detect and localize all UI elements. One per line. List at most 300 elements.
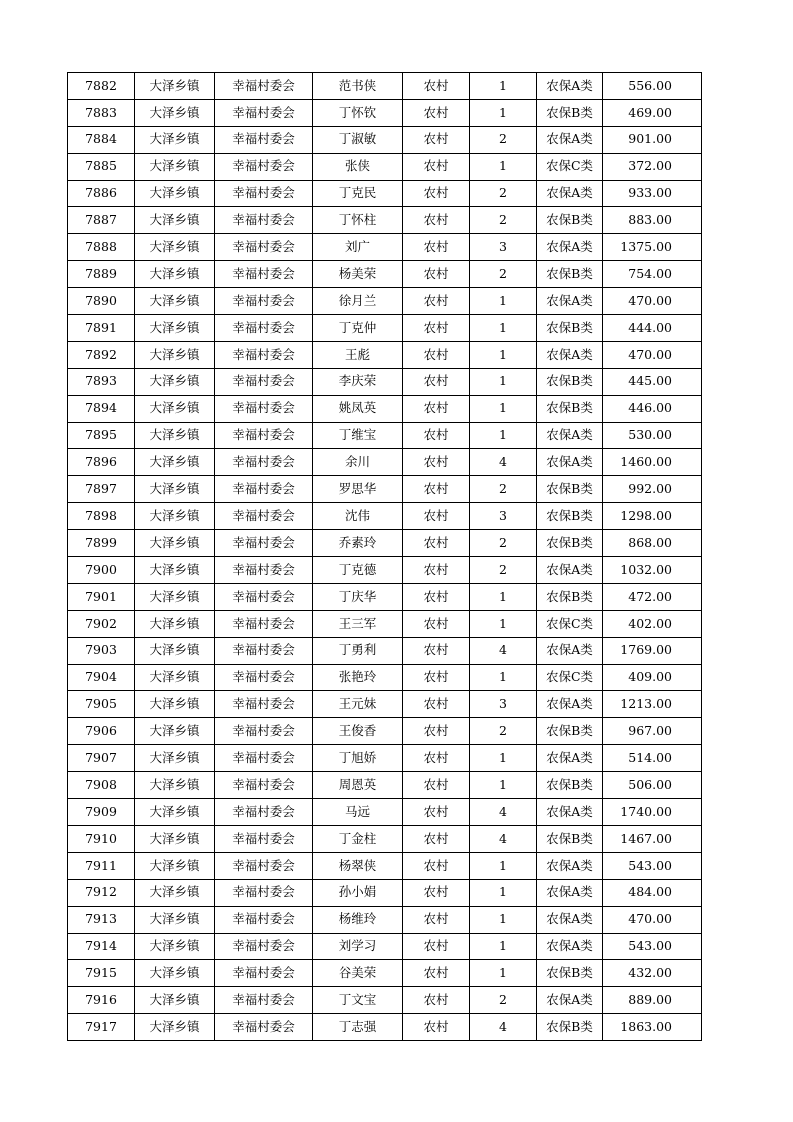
insurance-category-cell: 农保B类 bbox=[537, 503, 603, 530]
village-committee-cell: 幸福村委会 bbox=[215, 610, 313, 637]
village-committee-cell: 幸福村委会 bbox=[215, 261, 313, 288]
town-cell: 大泽乡镇 bbox=[135, 153, 215, 180]
amount-cell: 543.00 bbox=[603, 852, 702, 879]
table-row bbox=[68, 207, 702, 234]
table-row bbox=[68, 745, 702, 772]
amount-cell: 469.00 bbox=[603, 99, 702, 126]
insurance-category-cell: 农保C类 bbox=[537, 153, 603, 180]
town-cell: 大泽乡镇 bbox=[135, 395, 215, 422]
name-cell: 姚凤英 bbox=[313, 395, 403, 422]
area-type-cell: 农村 bbox=[403, 126, 470, 153]
household-count-cell: 1 bbox=[470, 933, 537, 960]
name-cell: 张侠 bbox=[313, 153, 403, 180]
area-type-cell: 农村 bbox=[403, 368, 470, 395]
row-number-cell: 7899 bbox=[68, 530, 135, 557]
amount-cell: 868.00 bbox=[603, 530, 702, 557]
area-type-cell: 农村 bbox=[403, 718, 470, 745]
insurance-category-cell: 农保A类 bbox=[537, 557, 603, 584]
name-cell: 孙小娟 bbox=[313, 879, 403, 906]
village-committee-cell: 幸福村委会 bbox=[215, 530, 313, 557]
name-cell: 丁勇利 bbox=[313, 637, 403, 664]
row-number-cell: 7896 bbox=[68, 449, 135, 476]
area-type-cell: 农村 bbox=[403, 583, 470, 610]
insurance-category-cell: 农保B类 bbox=[537, 583, 603, 610]
town-cell: 大泽乡镇 bbox=[135, 583, 215, 610]
name-cell: 杨翠侠 bbox=[313, 852, 403, 879]
row-number-cell: 7909 bbox=[68, 799, 135, 826]
name-cell: 丁克德 bbox=[313, 557, 403, 584]
household-count-cell: 1 bbox=[470, 395, 537, 422]
row-number-cell: 7904 bbox=[68, 664, 135, 691]
amount-cell: 1032.00 bbox=[603, 557, 702, 584]
household-count-cell: 1 bbox=[470, 610, 537, 637]
area-type-cell: 农村 bbox=[403, 261, 470, 288]
insurance-category-cell: 农保C类 bbox=[537, 664, 603, 691]
town-cell: 大泽乡镇 bbox=[135, 422, 215, 449]
town-cell: 大泽乡镇 bbox=[135, 99, 215, 126]
name-cell: 徐月兰 bbox=[313, 288, 403, 315]
row-number-cell: 7902 bbox=[68, 610, 135, 637]
insurance-category-cell: 农保A类 bbox=[537, 745, 603, 772]
village-committee-cell: 幸福村委会 bbox=[215, 772, 313, 799]
household-count-cell: 1 bbox=[470, 583, 537, 610]
village-committee-cell: 幸福村委会 bbox=[215, 153, 313, 180]
table-row bbox=[68, 583, 702, 610]
town-cell: 大泽乡镇 bbox=[135, 180, 215, 207]
row-number-cell: 7903 bbox=[68, 637, 135, 664]
area-type-cell: 农村 bbox=[403, 664, 470, 691]
household-count-cell: 1 bbox=[470, 315, 537, 342]
household-count-cell: 4 bbox=[470, 449, 537, 476]
household-count-cell: 1 bbox=[470, 906, 537, 933]
area-type-cell: 农村 bbox=[403, 73, 470, 100]
insurance-category-cell: 农保B类 bbox=[537, 395, 603, 422]
household-count-cell: 2 bbox=[470, 180, 537, 207]
row-number-cell: 7905 bbox=[68, 691, 135, 718]
table-row bbox=[68, 73, 702, 100]
village-committee-cell: 幸福村委会 bbox=[215, 73, 313, 100]
allowance-table bbox=[67, 72, 702, 1041]
area-type-cell: 农村 bbox=[403, 180, 470, 207]
village-committee-cell: 幸福村委会 bbox=[215, 879, 313, 906]
household-count-cell: 4 bbox=[470, 1014, 537, 1041]
area-type-cell: 农村 bbox=[403, 99, 470, 126]
insurance-category-cell: 农保A类 bbox=[537, 852, 603, 879]
amount-cell: 484.00 bbox=[603, 879, 702, 906]
table-row bbox=[68, 799, 702, 826]
table-row bbox=[68, 234, 702, 261]
row-number-cell: 7917 bbox=[68, 1014, 135, 1041]
amount-cell: 556.00 bbox=[603, 73, 702, 100]
insurance-category-cell: 农保A类 bbox=[537, 987, 603, 1014]
name-cell: 丁怀柱 bbox=[313, 207, 403, 234]
village-committee-cell: 幸福村委会 bbox=[215, 799, 313, 826]
town-cell: 大泽乡镇 bbox=[135, 261, 215, 288]
household-count-cell: 4 bbox=[470, 799, 537, 826]
row-number-cell: 7886 bbox=[68, 180, 135, 207]
name-cell: 丁志强 bbox=[313, 1014, 403, 1041]
table-row bbox=[68, 261, 702, 288]
area-type-cell: 农村 bbox=[403, 960, 470, 987]
village-committee-cell: 幸福村委会 bbox=[215, 1014, 313, 1041]
name-cell: 余川 bbox=[313, 449, 403, 476]
table-row bbox=[68, 1014, 702, 1041]
insurance-category-cell: 农保B类 bbox=[537, 1014, 603, 1041]
insurance-category-cell: 农保A类 bbox=[537, 906, 603, 933]
household-count-cell: 1 bbox=[470, 99, 537, 126]
town-cell: 大泽乡镇 bbox=[135, 610, 215, 637]
town-cell: 大泽乡镇 bbox=[135, 933, 215, 960]
table-row bbox=[68, 99, 702, 126]
amount-cell: 933.00 bbox=[603, 180, 702, 207]
town-cell: 大泽乡镇 bbox=[135, 234, 215, 261]
insurance-category-cell: 农保A类 bbox=[537, 637, 603, 664]
household-count-cell: 1 bbox=[470, 288, 537, 315]
village-committee-cell: 幸福村委会 bbox=[215, 745, 313, 772]
area-type-cell: 农村 bbox=[403, 933, 470, 960]
amount-cell: 883.00 bbox=[603, 207, 702, 234]
town-cell: 大泽乡镇 bbox=[135, 207, 215, 234]
name-cell: 丁淑敏 bbox=[313, 126, 403, 153]
village-committee-cell: 幸福村委会 bbox=[215, 933, 313, 960]
insurance-category-cell: 农保B类 bbox=[537, 476, 603, 503]
table-row bbox=[68, 772, 702, 799]
household-count-cell: 2 bbox=[470, 207, 537, 234]
village-committee-cell: 幸福村委会 bbox=[215, 987, 313, 1014]
table-body bbox=[68, 73, 702, 1041]
household-count-cell: 4 bbox=[470, 637, 537, 664]
area-type-cell: 农村 bbox=[403, 530, 470, 557]
name-cell: 周恩英 bbox=[313, 772, 403, 799]
name-cell: 乔素玲 bbox=[313, 530, 403, 557]
area-type-cell: 农村 bbox=[403, 395, 470, 422]
household-count-cell: 4 bbox=[470, 825, 537, 852]
amount-cell: 1213.00 bbox=[603, 691, 702, 718]
name-cell: 丁克民 bbox=[313, 180, 403, 207]
town-cell: 大泽乡镇 bbox=[135, 368, 215, 395]
table-row bbox=[68, 987, 702, 1014]
row-number-cell: 7916 bbox=[68, 987, 135, 1014]
name-cell: 王三军 bbox=[313, 610, 403, 637]
village-committee-cell: 幸福村委会 bbox=[215, 852, 313, 879]
table-row bbox=[68, 852, 702, 879]
table-row bbox=[68, 610, 702, 637]
area-type-cell: 农村 bbox=[403, 153, 470, 180]
row-number-cell: 7893 bbox=[68, 368, 135, 395]
amount-cell: 444.00 bbox=[603, 315, 702, 342]
table-row bbox=[68, 691, 702, 718]
row-number-cell: 7894 bbox=[68, 395, 135, 422]
table-row bbox=[68, 422, 702, 449]
table-row bbox=[68, 530, 702, 557]
area-type-cell: 农村 bbox=[403, 610, 470, 637]
village-committee-cell: 幸福村委会 bbox=[215, 718, 313, 745]
town-cell: 大泽乡镇 bbox=[135, 745, 215, 772]
household-count-cell: 1 bbox=[470, 772, 537, 799]
name-cell: 王彪 bbox=[313, 341, 403, 368]
area-type-cell: 农村 bbox=[403, 906, 470, 933]
row-number-cell: 7898 bbox=[68, 503, 135, 530]
amount-cell: 1769.00 bbox=[603, 637, 702, 664]
area-type-cell: 农村 bbox=[403, 1014, 470, 1041]
amount-cell: 1460.00 bbox=[603, 449, 702, 476]
area-type-cell: 农村 bbox=[403, 476, 470, 503]
town-cell: 大泽乡镇 bbox=[135, 557, 215, 584]
row-number-cell: 7895 bbox=[68, 422, 135, 449]
table-row bbox=[68, 718, 702, 745]
household-count-cell: 1 bbox=[470, 422, 537, 449]
table-row bbox=[68, 341, 702, 368]
amount-cell: 1740.00 bbox=[603, 799, 702, 826]
household-count-cell: 2 bbox=[470, 476, 537, 503]
household-count-cell: 2 bbox=[470, 126, 537, 153]
name-cell: 丁怀钦 bbox=[313, 99, 403, 126]
amount-cell: 445.00 bbox=[603, 368, 702, 395]
area-type-cell: 农村 bbox=[403, 341, 470, 368]
town-cell: 大泽乡镇 bbox=[135, 879, 215, 906]
village-committee-cell: 幸福村委会 bbox=[215, 234, 313, 261]
amount-cell: 901.00 bbox=[603, 126, 702, 153]
household-count-cell: 1 bbox=[470, 153, 537, 180]
name-cell: 杨美荣 bbox=[313, 261, 403, 288]
name-cell: 李庆荣 bbox=[313, 368, 403, 395]
village-committee-cell: 幸福村委会 bbox=[215, 422, 313, 449]
insurance-category-cell: 农保A类 bbox=[537, 799, 603, 826]
row-number-cell: 7910 bbox=[68, 825, 135, 852]
town-cell: 大泽乡镇 bbox=[135, 73, 215, 100]
insurance-category-cell: 农保A类 bbox=[537, 180, 603, 207]
amount-cell: 992.00 bbox=[603, 476, 702, 503]
amount-cell: 530.00 bbox=[603, 422, 702, 449]
village-committee-cell: 幸福村委会 bbox=[215, 557, 313, 584]
amount-cell: 470.00 bbox=[603, 288, 702, 315]
household-count-cell: 1 bbox=[470, 879, 537, 906]
name-cell: 王元妹 bbox=[313, 691, 403, 718]
area-type-cell: 农村 bbox=[403, 852, 470, 879]
name-cell: 刘学习 bbox=[313, 933, 403, 960]
table-row bbox=[68, 180, 702, 207]
village-committee-cell: 幸福村委会 bbox=[215, 449, 313, 476]
amount-cell: 1863.00 bbox=[603, 1014, 702, 1041]
row-number-cell: 7912 bbox=[68, 879, 135, 906]
household-count-cell: 1 bbox=[470, 73, 537, 100]
row-number-cell: 7897 bbox=[68, 476, 135, 503]
table-row bbox=[68, 395, 702, 422]
row-number-cell: 7914 bbox=[68, 933, 135, 960]
village-committee-cell: 幸福村委会 bbox=[215, 906, 313, 933]
household-count-cell: 1 bbox=[470, 341, 537, 368]
name-cell: 丁庆华 bbox=[313, 583, 403, 610]
village-committee-cell: 幸福村委会 bbox=[215, 315, 313, 342]
village-committee-cell: 幸福村委会 bbox=[215, 207, 313, 234]
row-number-cell: 7890 bbox=[68, 288, 135, 315]
name-cell: 谷美荣 bbox=[313, 960, 403, 987]
row-number-cell: 7908 bbox=[68, 772, 135, 799]
area-type-cell: 农村 bbox=[403, 503, 470, 530]
insurance-category-cell: 农保A类 bbox=[537, 126, 603, 153]
insurance-category-cell: 农保A类 bbox=[537, 341, 603, 368]
town-cell: 大泽乡镇 bbox=[135, 772, 215, 799]
amount-cell: 889.00 bbox=[603, 987, 702, 1014]
amount-cell: 432.00 bbox=[603, 960, 702, 987]
area-type-cell: 农村 bbox=[403, 691, 470, 718]
name-cell: 杨维玲 bbox=[313, 906, 403, 933]
town-cell: 大泽乡镇 bbox=[135, 825, 215, 852]
amount-cell: 514.00 bbox=[603, 745, 702, 772]
town-cell: 大泽乡镇 bbox=[135, 449, 215, 476]
town-cell: 大泽乡镇 bbox=[135, 476, 215, 503]
insurance-category-cell: 农保A类 bbox=[537, 288, 603, 315]
insurance-category-cell: 农保B类 bbox=[537, 315, 603, 342]
row-number-cell: 7891 bbox=[68, 315, 135, 342]
town-cell: 大泽乡镇 bbox=[135, 852, 215, 879]
amount-cell: 472.00 bbox=[603, 583, 702, 610]
amount-cell: 470.00 bbox=[603, 341, 702, 368]
insurance-category-cell: 农保C类 bbox=[537, 610, 603, 637]
village-committee-cell: 幸福村委会 bbox=[215, 288, 313, 315]
area-type-cell: 农村 bbox=[403, 315, 470, 342]
name-cell: 张艳玲 bbox=[313, 664, 403, 691]
town-cell: 大泽乡镇 bbox=[135, 718, 215, 745]
table-row bbox=[68, 153, 702, 180]
insurance-category-cell: 农保B类 bbox=[537, 718, 603, 745]
village-committee-cell: 幸福村委会 bbox=[215, 180, 313, 207]
row-number-cell: 7892 bbox=[68, 341, 135, 368]
town-cell: 大泽乡镇 bbox=[135, 315, 215, 342]
household-count-cell: 1 bbox=[470, 368, 537, 395]
insurance-category-cell: 农保A类 bbox=[537, 691, 603, 718]
insurance-category-cell: 农保A类 bbox=[537, 234, 603, 261]
table-row bbox=[68, 503, 702, 530]
area-type-cell: 农村 bbox=[403, 449, 470, 476]
table-row bbox=[68, 368, 702, 395]
table-row bbox=[68, 825, 702, 852]
amount-cell: 446.00 bbox=[603, 395, 702, 422]
town-cell: 大泽乡镇 bbox=[135, 664, 215, 691]
table-row bbox=[68, 476, 702, 503]
row-number-cell: 7900 bbox=[68, 557, 135, 584]
name-cell: 丁文宝 bbox=[313, 987, 403, 1014]
household-count-cell: 3 bbox=[470, 503, 537, 530]
insurance-category-cell: 农保B类 bbox=[537, 207, 603, 234]
table-row bbox=[68, 664, 702, 691]
insurance-category-cell: 农保B类 bbox=[537, 772, 603, 799]
insurance-category-cell: 农保A类 bbox=[537, 73, 603, 100]
village-committee-cell: 幸福村委会 bbox=[215, 960, 313, 987]
town-cell: 大泽乡镇 bbox=[135, 530, 215, 557]
amount-cell: 409.00 bbox=[603, 664, 702, 691]
household-count-cell: 1 bbox=[470, 960, 537, 987]
village-committee-cell: 幸福村委会 bbox=[215, 476, 313, 503]
area-type-cell: 农村 bbox=[403, 557, 470, 584]
table-row bbox=[68, 126, 702, 153]
insurance-category-cell: 农保B类 bbox=[537, 960, 603, 987]
area-type-cell: 农村 bbox=[403, 234, 470, 261]
area-type-cell: 农村 bbox=[403, 825, 470, 852]
table-row bbox=[68, 933, 702, 960]
row-number-cell: 7887 bbox=[68, 207, 135, 234]
table-row bbox=[68, 449, 702, 476]
insurance-category-cell: 农保B类 bbox=[537, 825, 603, 852]
household-count-cell: 2 bbox=[470, 530, 537, 557]
town-cell: 大泽乡镇 bbox=[135, 987, 215, 1014]
table-row bbox=[68, 557, 702, 584]
table-row bbox=[68, 960, 702, 987]
row-number-cell: 7883 bbox=[68, 99, 135, 126]
town-cell: 大泽乡镇 bbox=[135, 1014, 215, 1041]
name-cell: 范书侠 bbox=[313, 73, 403, 100]
town-cell: 大泽乡镇 bbox=[135, 637, 215, 664]
household-count-cell: 1 bbox=[470, 745, 537, 772]
area-type-cell: 农村 bbox=[403, 745, 470, 772]
town-cell: 大泽乡镇 bbox=[135, 503, 215, 530]
town-cell: 大泽乡镇 bbox=[135, 960, 215, 987]
village-committee-cell: 幸福村委会 bbox=[215, 395, 313, 422]
village-committee-cell: 幸福村委会 bbox=[215, 664, 313, 691]
amount-cell: 1298.00 bbox=[603, 503, 702, 530]
amount-cell: 543.00 bbox=[603, 933, 702, 960]
area-type-cell: 农村 bbox=[403, 987, 470, 1014]
name-cell: 丁旭娇 bbox=[313, 745, 403, 772]
amount-cell: 1375.00 bbox=[603, 234, 702, 261]
household-count-cell: 3 bbox=[470, 691, 537, 718]
town-cell: 大泽乡镇 bbox=[135, 691, 215, 718]
village-committee-cell: 幸福村委会 bbox=[215, 341, 313, 368]
table-row bbox=[68, 288, 702, 315]
amount-cell: 754.00 bbox=[603, 261, 702, 288]
row-number-cell: 7913 bbox=[68, 906, 135, 933]
row-number-cell: 7888 bbox=[68, 234, 135, 261]
area-type-cell: 农村 bbox=[403, 207, 470, 234]
amount-cell: 1467.00 bbox=[603, 825, 702, 852]
area-type-cell: 农村 bbox=[403, 422, 470, 449]
household-count-cell: 2 bbox=[470, 718, 537, 745]
table-row bbox=[68, 637, 702, 664]
name-cell: 丁克仲 bbox=[313, 315, 403, 342]
table-row bbox=[68, 906, 702, 933]
household-count-cell: 2 bbox=[470, 261, 537, 288]
area-type-cell: 农村 bbox=[403, 637, 470, 664]
area-type-cell: 农村 bbox=[403, 879, 470, 906]
name-cell: 王俊香 bbox=[313, 718, 403, 745]
town-cell: 大泽乡镇 bbox=[135, 799, 215, 826]
town-cell: 大泽乡镇 bbox=[135, 341, 215, 368]
village-committee-cell: 幸福村委会 bbox=[215, 825, 313, 852]
village-committee-cell: 幸福村委会 bbox=[215, 503, 313, 530]
amount-cell: 372.00 bbox=[603, 153, 702, 180]
name-cell: 沈伟 bbox=[313, 503, 403, 530]
name-cell: 罗思华 bbox=[313, 476, 403, 503]
row-number-cell: 7889 bbox=[68, 261, 135, 288]
household-count-cell: 2 bbox=[470, 557, 537, 584]
area-type-cell: 农村 bbox=[403, 799, 470, 826]
insurance-category-cell: 农保A类 bbox=[537, 933, 603, 960]
table-row bbox=[68, 879, 702, 906]
insurance-category-cell: 农保B类 bbox=[537, 99, 603, 126]
village-committee-cell: 幸福村委会 bbox=[215, 637, 313, 664]
household-count-cell: 2 bbox=[470, 987, 537, 1014]
row-number-cell: 7915 bbox=[68, 960, 135, 987]
amount-cell: 506.00 bbox=[603, 772, 702, 799]
row-number-cell: 7882 bbox=[68, 73, 135, 100]
insurance-category-cell: 农保B类 bbox=[537, 368, 603, 395]
household-count-cell: 1 bbox=[470, 852, 537, 879]
row-number-cell: 7901 bbox=[68, 583, 135, 610]
household-count-cell: 3 bbox=[470, 234, 537, 261]
row-number-cell: 7884 bbox=[68, 126, 135, 153]
table-row bbox=[68, 315, 702, 342]
village-committee-cell: 幸福村委会 bbox=[215, 99, 313, 126]
